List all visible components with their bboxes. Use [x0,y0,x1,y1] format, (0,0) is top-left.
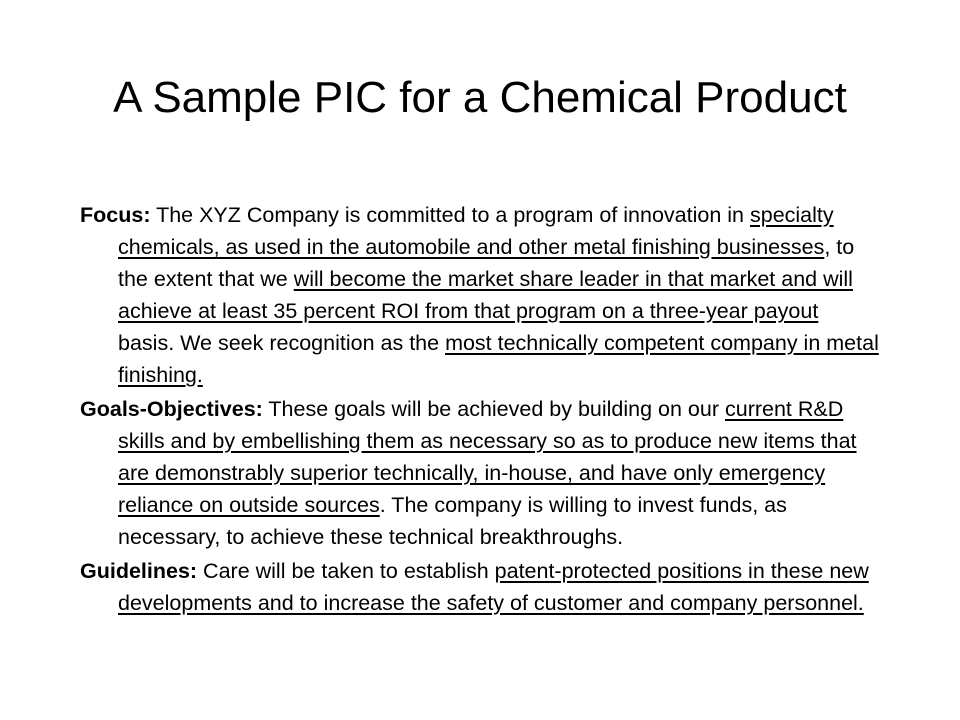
guidelines-underlined-1: patent-protected positions in these new developments and to increase the safety of customer and company personnel. [118,559,869,615]
focus-text-2: , to the extent that we [118,235,855,291]
focus-text-1: The XYZ Company is committed to a program of innovation in [150,203,750,227]
guidelines-paragraph [80,555,880,619]
goals-underlined-1: current R&D skills and by embellishing them as necessary so as to produce new items that are demonstrably superior technically, in-house, and have only emergency reliance on outside sources [118,397,857,517]
slide-body [80,199,880,621]
focus-label: Focus: [80,203,151,227]
focus-underlined-2: will become the market share leader in that market and will achieve at least 35 percent ROI from that program on a three-year payout [118,267,853,323]
focus-underlined-1: specialty chemicals, as used in the automobile and other metal finishing businesses [118,203,834,259]
guidelines-label: Guidelines: [80,559,198,583]
goals-text-2: . The company is willing to invest funds, as necessary, to achieve these technical breakthroughs. [118,493,787,549]
goals-paragraph [80,393,880,553]
focus-text-3: basis. We seek recognition as the [118,331,446,355]
focus-underlined-3: most technically competent company in metal finishing. [118,331,879,387]
slide-title: A Sample PIC for a Chemical Product [113,73,847,122]
guidelines-text-1: Care will be taken to establish [197,559,495,583]
focus-paragraph [80,199,880,391]
goals-label: Goals-Objectives: [80,397,263,421]
goals-text-1: These goals will be achieved by building on our [262,397,725,421]
